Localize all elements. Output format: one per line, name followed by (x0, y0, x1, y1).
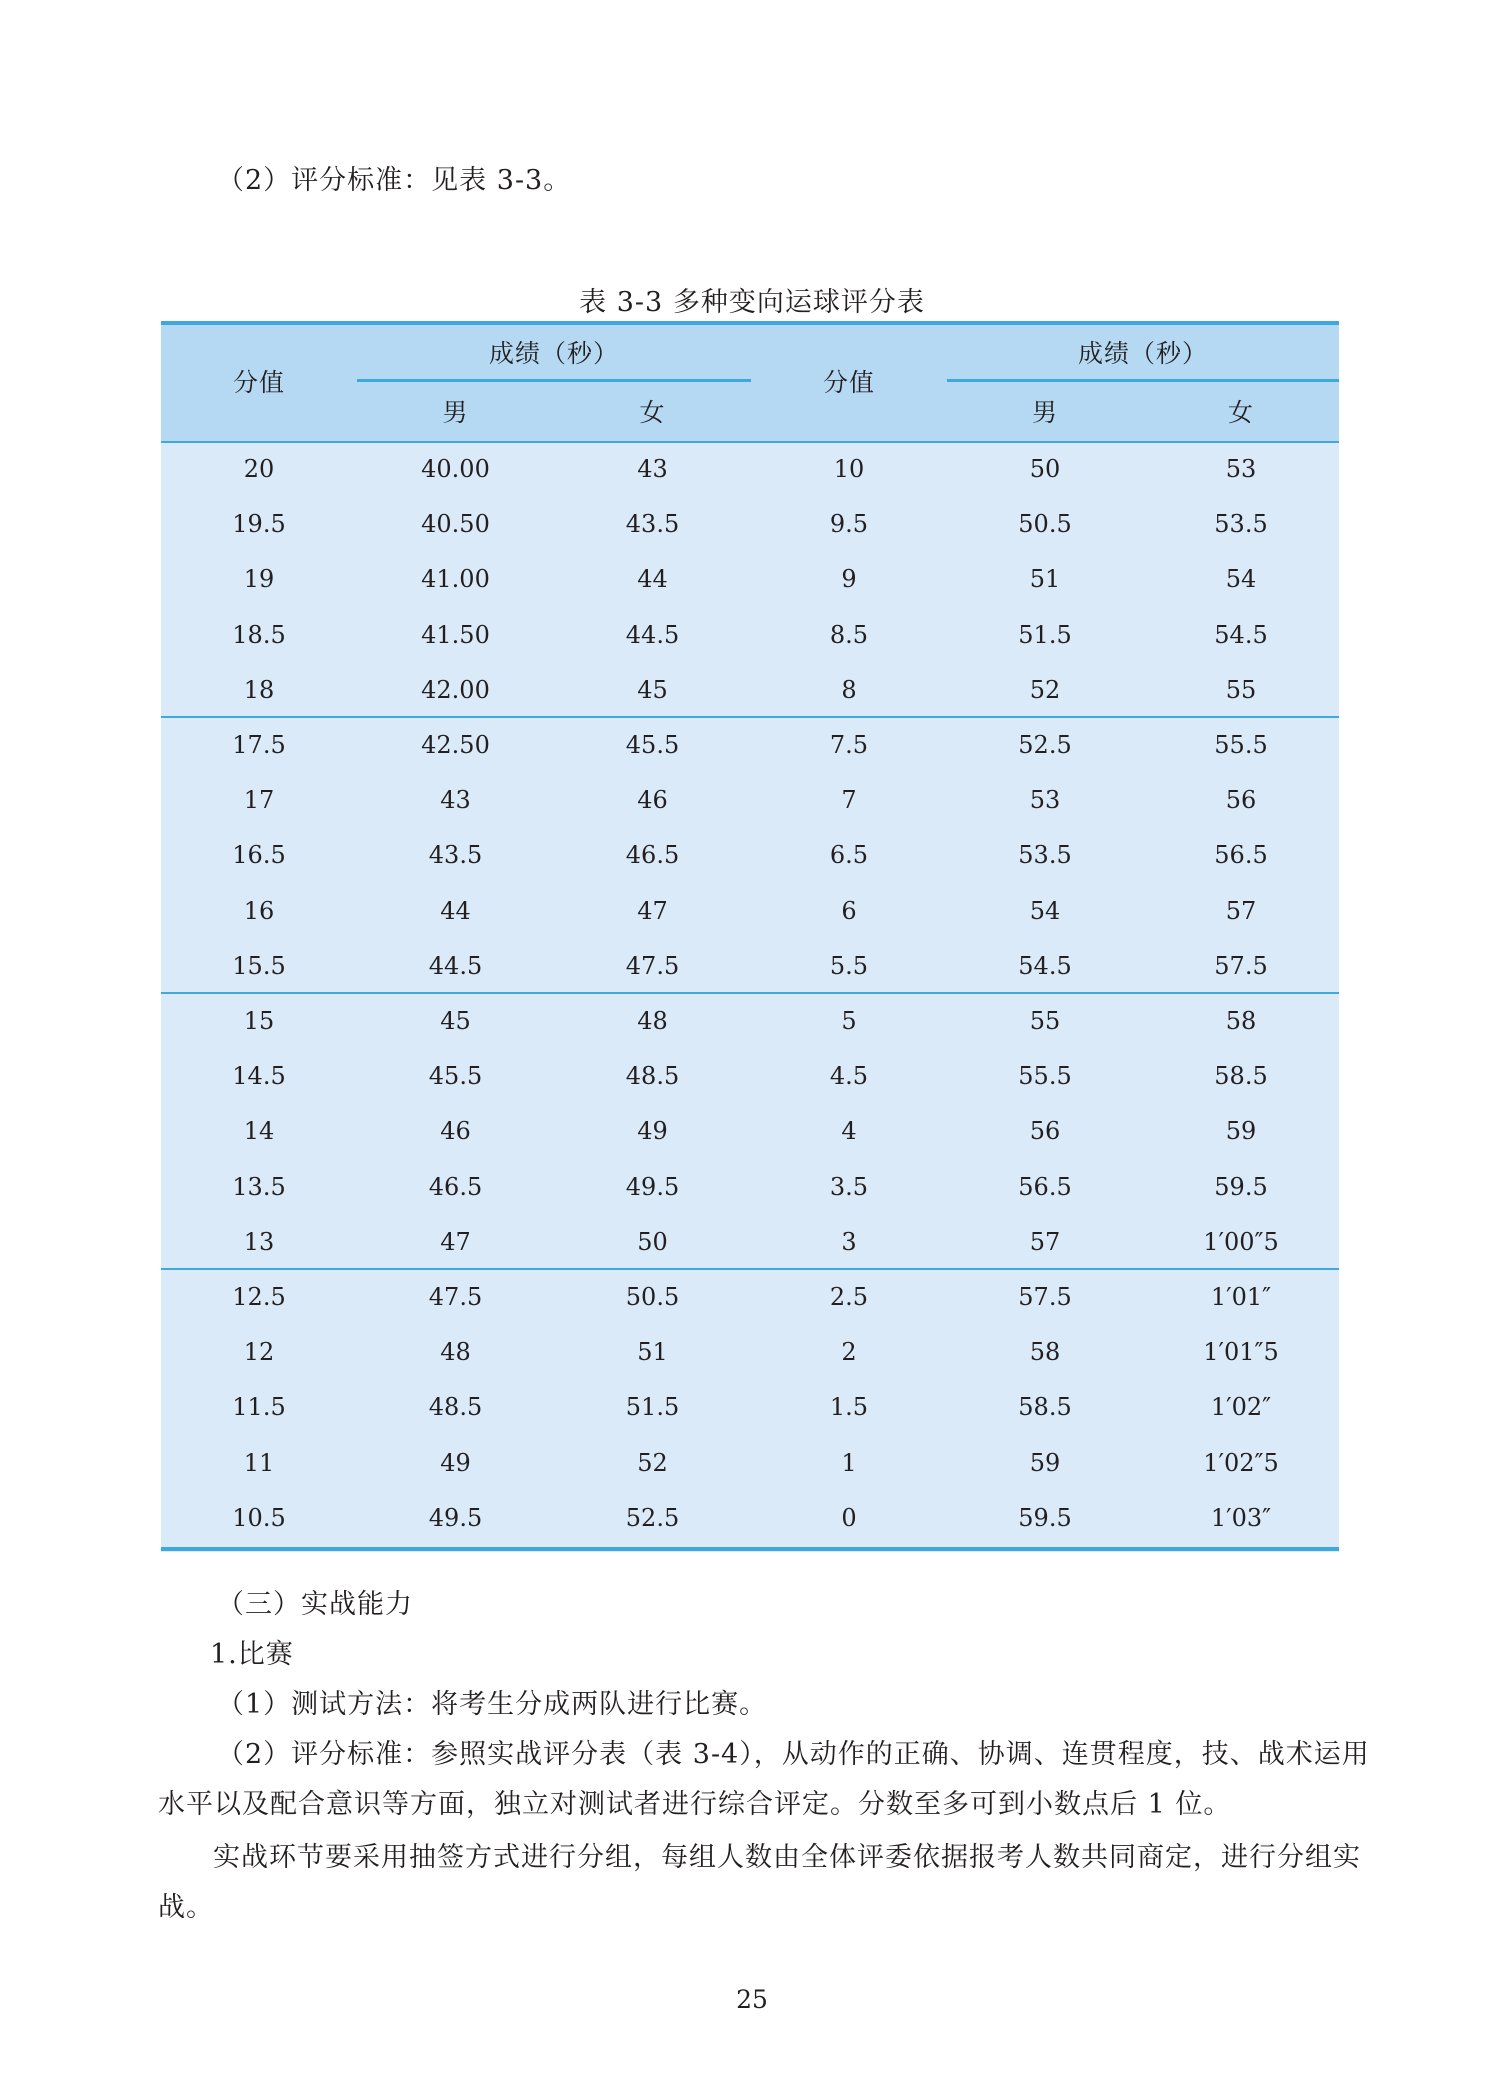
cell-score-right: 1.5 (829, 1393, 869, 1422)
cell-male-left: 43.5 (428, 841, 483, 870)
cell-female-right: 1′01″5 (1203, 1338, 1279, 1367)
cell-male-right: 57 (1029, 1227, 1061, 1256)
cell-female-right: 1′03″ (1210, 1503, 1272, 1532)
grouping-text-line-2: 战。 (158, 1892, 214, 1923)
cell-female-left: 45 (637, 675, 668, 704)
cell-score-right: 6 (841, 896, 857, 925)
cell-male-right: 50.5 (1018, 510, 1072, 539)
cell-female-right: 57.5 (1214, 951, 1268, 980)
page-number: 25 (736, 1985, 768, 2014)
cell-score-right: 3.5 (829, 1172, 869, 1201)
cell-male-right: 59.5 (1018, 1503, 1072, 1532)
cell-male-left: 42.00 (421, 675, 490, 704)
table-top-rule (161, 321, 1339, 325)
cell-score-right: 2 (841, 1338, 857, 1367)
cell-male-left: 41.50 (421, 620, 490, 649)
cell-score-right: 1 (841, 1448, 857, 1477)
section-heading: （三）实战能力 (217, 1589, 413, 1620)
cell-score-left: 10.5 (232, 1503, 286, 1532)
cell-male-right: 58.5 (1018, 1393, 1072, 1422)
cell-female-left: 43.5 (625, 510, 680, 539)
cell-score-left: 13.5 (232, 1172, 286, 1201)
cell-female-left: 50.5 (625, 1283, 680, 1311)
cell-female-right: 57 (1225, 896, 1257, 925)
cell-female-right: 55.5 (1214, 731, 1268, 759)
cell-score-right: 2.5 (829, 1283, 869, 1311)
header-score-left: 分值 (232, 368, 285, 397)
cell-score-left: 12 (243, 1338, 275, 1367)
cell-male-left: 49 (440, 1448, 471, 1477)
cell-score-left: 19.5 (232, 510, 286, 539)
cell-male-left: 46 (440, 1117, 471, 1146)
cell-female-left: 49 (637, 1117, 668, 1146)
cell-score-right: 9.5 (829, 510, 869, 539)
cell-score-right: 7 (841, 786, 857, 815)
cell-score-right: 8.5 (829, 620, 869, 649)
cell-score-left: 12.5 (232, 1283, 286, 1311)
cell-female-left: 48 (637, 1007, 668, 1035)
cell-score-left: 16 (243, 896, 275, 925)
cell-score-right: 4.5 (829, 1062, 869, 1091)
cell-score-left: 18 (243, 675, 275, 704)
cell-male-right: 51.5 (1018, 620, 1072, 649)
cell-male-left: 45.5 (428, 1062, 483, 1091)
cell-male-left: 47.5 (428, 1283, 483, 1311)
cell-female-left: 50 (637, 1227, 668, 1256)
cell-male-right: 58 (1029, 1338, 1061, 1367)
cell-female-right: 53 (1225, 455, 1257, 483)
cell-male-right: 59 (1029, 1448, 1061, 1477)
group-divider-3 (161, 1268, 1339, 1270)
cell-male-right: 52 (1029, 675, 1061, 704)
table-bottom-rule (161, 1547, 1339, 1551)
cell-score-right: 9 (841, 565, 857, 594)
cell-score-right: 5 (841, 1007, 857, 1035)
cell-female-right: 58 (1225, 1007, 1257, 1035)
subsection-heading: 1.比赛 (210, 1639, 294, 1670)
cell-male-left: 48 (440, 1338, 471, 1367)
cell-score-right: 6.5 (829, 841, 869, 870)
cell-female-right: 58.5 (1214, 1062, 1268, 1091)
cell-female-right: 1′00″5 (1203, 1227, 1279, 1256)
grouping-text-line-1: 实战环节要采用抽签方式进行分组，每组人数由全体评委依据报考人数共同商定，进行分组实 (213, 1842, 1361, 1873)
criteria-text-line-2: 水平以及配合意识等方面，独立对测试者进行综合评定。分数至多可到小数点后 1 位。 (158, 1789, 1232, 1820)
cell-female-right: 55 (1225, 675, 1257, 704)
cell-score-left: 18.5 (232, 620, 286, 649)
table-header-rule (161, 441, 1339, 443)
cell-female-left: 43 (637, 455, 668, 483)
cell-male-left: 44 (440, 896, 471, 925)
cell-male-left: 45 (440, 1007, 471, 1035)
header-male-right: 男 (1031, 398, 1058, 427)
header-female-right: 女 (1227, 398, 1254, 427)
cell-score-left: 13 (243, 1227, 275, 1256)
cell-male-right: 53.5 (1018, 841, 1072, 870)
cell-score-left: 17.5 (232, 731, 286, 759)
cell-male-right: 54 (1029, 896, 1061, 925)
cell-score-left: 20 (243, 455, 275, 483)
cell-male-left: 46.5 (428, 1172, 483, 1201)
cell-score-right: 5.5 (829, 951, 869, 980)
criteria-text-line-1: （2）评分标准：参照实战评分表（表 3-4），从动作的正确、协调、连贯程度，技、战术运用 (217, 1739, 1370, 1770)
cell-score-left: 11 (243, 1448, 275, 1477)
cell-female-right: 54.5 (1214, 620, 1268, 649)
cell-score-left: 17 (243, 786, 275, 815)
cell-female-right: 59 (1225, 1117, 1257, 1146)
cell-male-right: 50 (1029, 455, 1061, 483)
cell-male-right: 53 (1029, 786, 1061, 815)
header-score-right: 分值 (822, 368, 875, 397)
result-subheader-rule-right (947, 379, 1339, 382)
cell-female-right: 56.5 (1214, 841, 1268, 870)
cell-female-left: 48.5 (625, 1062, 680, 1091)
intro-text: （2）评分标准：见表 3-3。 (217, 165, 572, 196)
cell-female-left: 46 (637, 786, 668, 815)
header-result-right: 成绩（秒） (1077, 339, 1208, 368)
cell-female-left: 49.5 (625, 1172, 680, 1201)
cell-male-left: 40.50 (421, 510, 490, 539)
cell-score-right: 10 (833, 455, 865, 483)
cell-female-right: 1′02″ (1210, 1393, 1272, 1422)
cell-male-right: 57.5 (1018, 1283, 1072, 1311)
cell-male-left: 40.00 (421, 455, 490, 483)
cell-female-left: 51 (637, 1338, 668, 1367)
cell-female-left: 47 (637, 896, 668, 925)
cell-male-left: 49.5 (428, 1503, 483, 1532)
cell-female-right: 1′01″ (1210, 1283, 1272, 1311)
cell-male-left: 41.00 (421, 565, 490, 594)
cell-male-left: 48.5 (428, 1393, 483, 1422)
cell-score-left: 14 (243, 1117, 275, 1146)
cell-score-left: 14.5 (232, 1062, 286, 1091)
group-divider-2 (161, 992, 1339, 994)
cell-male-right: 52.5 (1018, 731, 1072, 759)
cell-male-left: 42.50 (421, 731, 490, 759)
cell-male-left: 47 (440, 1227, 471, 1256)
cell-male-right: 55 (1029, 1007, 1061, 1035)
cell-score-right: 8 (841, 675, 857, 704)
cell-female-left: 44.5 (625, 620, 680, 649)
test-method-text: （1）测试方法：将考生分成两队进行比赛。 (217, 1689, 768, 1720)
cell-score-left: 15.5 (232, 951, 286, 980)
cell-male-left: 44.5 (428, 951, 483, 980)
cell-score-right: 4 (841, 1117, 857, 1146)
cell-male-right: 54.5 (1018, 951, 1072, 980)
cell-female-left: 44 (637, 565, 668, 594)
header-result-left: 成绩（秒） (488, 339, 619, 368)
result-subheader-rule-left (357, 379, 751, 382)
cell-male-right: 51 (1029, 565, 1061, 594)
cell-female-left: 46.5 (625, 841, 680, 870)
cell-female-right: 53.5 (1214, 510, 1268, 539)
cell-female-left: 45.5 (625, 731, 680, 759)
cell-female-right: 54 (1225, 565, 1257, 594)
cell-female-left: 52 (637, 1448, 668, 1477)
header-male-left: 男 (442, 398, 469, 427)
cell-male-right: 56 (1029, 1117, 1061, 1146)
cell-female-left: 52.5 (625, 1503, 680, 1532)
cell-female-right: 1′02″5 (1203, 1448, 1279, 1477)
cell-female-left: 51.5 (625, 1393, 680, 1422)
cell-male-left: 43 (440, 786, 471, 815)
cell-score-left: 11.5 (232, 1393, 286, 1422)
header-female-left: 女 (639, 398, 666, 427)
cell-male-right: 55.5 (1018, 1062, 1072, 1091)
cell-score-right: 3 (841, 1227, 857, 1256)
table-caption: 表 3-3 多种变向运球评分表 (579, 287, 925, 318)
cell-score-left: 16.5 (232, 841, 286, 870)
group-divider-1 (161, 716, 1339, 718)
cell-score-right: 7.5 (829, 731, 869, 759)
cell-female-right: 56 (1225, 786, 1257, 815)
cell-female-right: 59.5 (1214, 1172, 1268, 1201)
cell-male-right: 56.5 (1018, 1172, 1072, 1201)
cell-female-left: 47.5 (625, 951, 680, 980)
cell-score-left: 15 (243, 1007, 275, 1035)
cell-score-left: 19 (243, 565, 275, 594)
score-table (161, 321, 1339, 1552)
cell-score-right: 0 (841, 1503, 857, 1532)
